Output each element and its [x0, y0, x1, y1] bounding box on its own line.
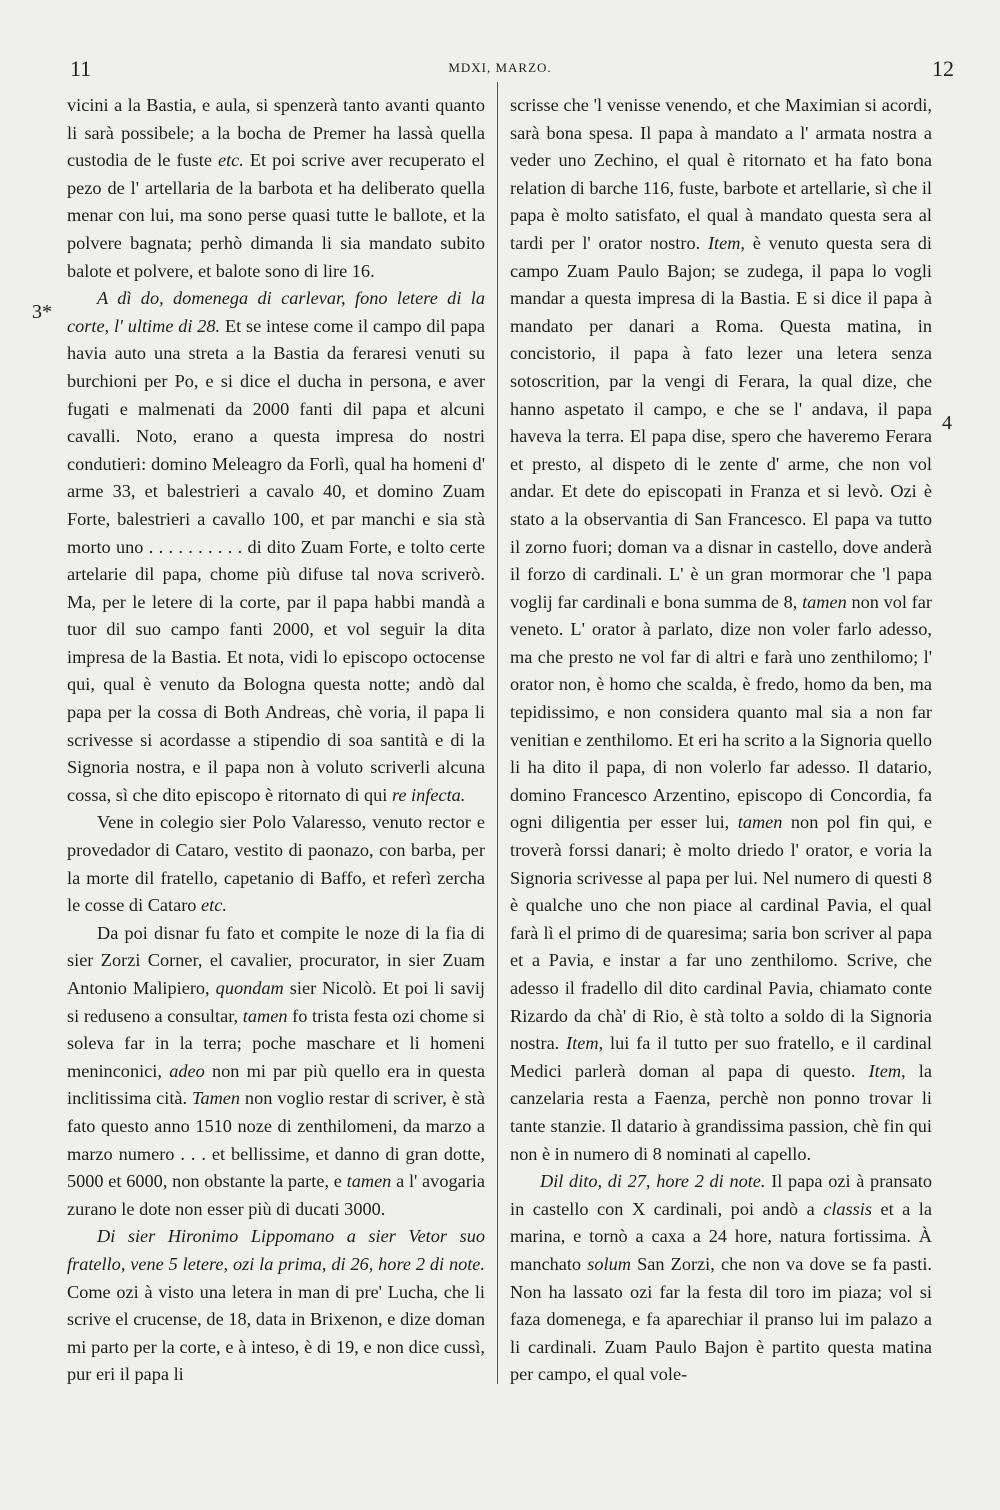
margin-note-right: 4	[942, 412, 952, 434]
column-divider	[497, 82, 498, 1384]
page-number-right: 12	[932, 56, 954, 81]
paragraph: Da poi disnar fu fato et compite le noze di la fia di sier Zorzi Corner, el cavalier, procurator, in sier Zuam Antonio Malipiero, quondam sier Nicolò. Et poi li savij si reduseno a consultar, tamen fo trista festa ozi chome si soleva far in la terra; poche maschare et li homeni meninconici, adeo non mi par più quello era in questa inclitissima cità. Tamen non voglio restar di scriver, è stà fato questo anno 1510 noze di zenthilomeni, da marzo a marzo numero . . . et bellissime, et danno di gran dotte, 5000 et 6000, non obstante la parte, e tamen a l' avogaria zurano le dote non esser più di ducati 3000.	[67, 922, 485, 1219]
paragraph: Vene in colegio sier Polo Valaresso, venuto rector e provedador di Cataro, vestito di paonazo, con barba, per la morte dil fratello, capetanio di Baffo, et referì zercha le cosse di Cataro etc.	[67, 812, 485, 916]
paragraph: A dì do, domenega di carlevar, fono letere di la corte, l' ultime di 28. Et se intese come il campo dil papa havia auto una streta a la Bastia da feraresi venuti su burchioni per Po, e si dice el ducha in persona, e aver fugati e malmenati da 2000 fanti dil papa et alcuni cavalli. Noto, erano a questa impresa do nostri condutieri: domino Meleagro da Forlì, qual ha homeni d' arme 33, et balestrieri a cavalo 40, et domino Zuam Forte, balestrieri a cavallo 100, et par manchi e sia stà morto uno . . . . . . . . . . di dito Zuam Forte, e tolto certe artelarie dil papa, chome più difuse tal nova scriverò. Ma, per le letere di la corte, par il papa habbi mandà a tuor dil suo campo fanti 2000, et vol seguir la dita impresa de la Bastia. Et nota, vidi lo episcopo octocense qui, qual è venuto da Bologna questa notte; andò dal papa per la cossa di Both Andreas, chè voria, il papa li scrivesse si acordasse a stipendio di soa santità e di la Signoria nostra, e il papa non à voluto scriverli alcuna cossa, sì che dito episcopo è ritornato di qui re infecta.	[67, 288, 485, 805]
running-title: MDXI, MARZO.	[448, 60, 552, 75]
paragraph: Di sier Hironimo Lippomano a sier Vetor suo fratello, vene 5 letere, ozi la prima, di 26, hore 2 di note. Come ozi à visto una letera in man di pre' Lucha, che li scrive el crucense, de 18, data in Brixenon, e dize doman mi parto per la corte, e à inteso, è di 19, e non dice cussì, pur eri il papa li	[67, 1226, 485, 1385]
paragraph: scrisse che 'l venisse venendo, et che Maximian si acordi, sarà bona spesa. Il papa à mandato a l' armata nostra a veder uno Zechino, el qual è ritornato et ha fato bona relation di barche 116, fuste, barbote et artellarie, sì che il papa è molto satisfato, el qual à mandato questa sera al tardi per l' orator nostro. Item, è venuto questa sera di campo Zuam Paulo Bajon; se zudega, il papa lo vogli mandar a questa impresa di la Bastia. E si dice il papa à mandato per danari a Roma. Questa matina, in concistorio, il papa à fato lezer una letera senza sotoscrition, par la vengi di Ferara, la qual dize, che hanno aspetato il campo, e che se l' andava, il papa haveva la terra. El papa dise, spero che haveremo Ferara et presto, al dispeto di le zente d' arme, che non vol andar. Et dete do episcopati in Franza et si levò. Ozi è stato a la observantia di San Francesco. El papa va tutto il zorno fuori; doman va a disnar in castello, dove anderà il forzo di cardinali. L' è un gran mormorar che 'l papa voglij far cardinali e bona summa de 8, tamen non vol far veneto. L' orator à parlato, dize non voler farlo adesso, ma che presto ne vol far di altri e farà uno zenthilomo; l' orator non, è homo che scalda, è fredo, homo da ben, ma tepidissimo, e non considera quanto mal sia a non far venitian e zenthilomo. Et eri ha scrito a la Signoria quello li ha dito il papa, di non volerlo far adesso. Il datario, domino Francesco Arzentino, episcopo di Concordia, fa ogni diligentia per esser lui, tamen non pol fin qui, e troverà forssi danari; è molto driedo l' orator, e voria la Signoria scrivesse al papa per lui. Nel numero di questi 8 è qualche uno che non piace al cardinal Pavia, el qual farà lì el primo di de quaresima; saria bon scriver al papa et a Pavia, e instar a far uno zenthilomo. Scrive, che adesso il fradello dil dito cardinal Pavia, chiamato conte Rizardo da chà' di Rio, è stà tolto a soldo di la Signoria nostra. Item, lui fa il tutto per suo fratello, e il cardinal Medici parlerà doman al papa di questo. Item, la canzelaria resta a Faenza, perchè non ponno trovar li tante stanzie. Il datario à grandissima passion, chè fin qui non è in numero di 8 nominati al capello.	[510, 95, 933, 1164]
margin-note-left: 3*	[32, 301, 52, 323]
paragraph: vicini a la Bastia, e aula, si spenzerà tanto avanti quanto li sarà possibele; a la bocha de Premer ha lassà quella custodia de le fuste etc. Et poi scrive aver recuperato el pezo de l' artellaria de la barbota et ha deliberato quella menar con lui, ma sono perse quasi tutte le ballote, et la polvere bagnata; perhò dimanda li sia mandato subito balote et polvere, et balote sono di lire 16.	[67, 95, 485, 281]
paragraph: Dil dito, di 27, hore 2 di note. Il papa ozi à pransato in castello con X cardinali, poi andò a classis et a la marina, e tornò a caxa a 24 hore, natura fortissima. À manchato solum San Zorzi, che non va dove se fa pasti. Non ha lassato ozi far la festa dil toro im piaza; vol si faza domenega, e fa aparechiar il pranso lui im palazo a li cardinali. Zuam Paulo Bajon è partito questa matina per campo, el qual vole-	[510, 1171, 932, 1385]
page-number-left: 11	[70, 56, 92, 81]
left-column	[67, 92, 485, 1389]
right-column	[510, 92, 932, 1389]
